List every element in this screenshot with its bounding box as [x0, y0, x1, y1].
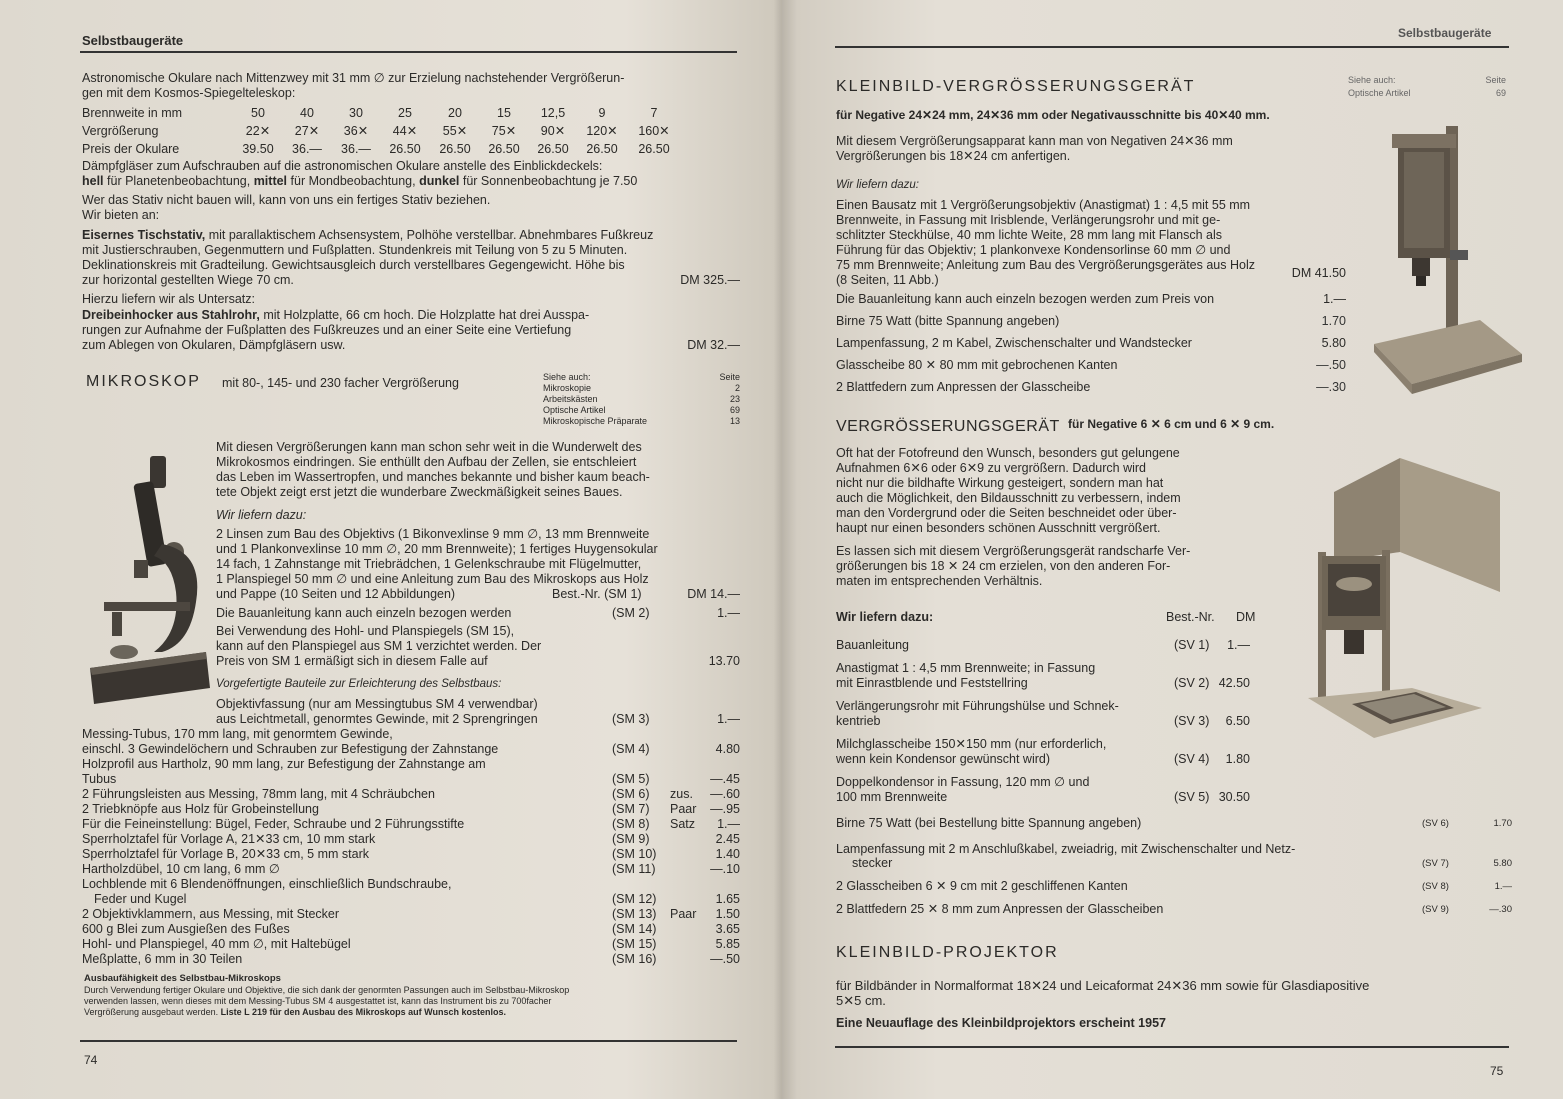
page-number: 74: [84, 1053, 98, 1067]
part-order-number: (SM 9): [612, 832, 650, 846]
bausatz-order-number: Best.-Nr. (SM 1): [552, 587, 642, 601]
part-unit: Paar: [670, 802, 697, 816]
header-rule: [835, 46, 1509, 48]
vg-item-text: Bauanleitung: [836, 638, 909, 652]
vg-paragraph: größerungen bis 18 ✕ 24 cm erzielen, von den anderen For-: [836, 559, 1171, 573]
okulare-cell: 26.50: [439, 142, 471, 156]
part-price: —.45: [710, 772, 740, 786]
kb-item-text: Birne 75 Watt (bitte Spannung angeben): [836, 314, 1060, 328]
vg-item-order-number: (SV 3): [1174, 714, 1210, 728]
siehe-item: Optische Artikel: [1348, 88, 1411, 98]
tischstativ-text: Deklinationskreis mit Gradteilung. Gewichtsausgleich durch verstellbares Gegengewicht. Höhe bis: [82, 258, 625, 272]
vergroesserungsgeraet-title: VERGRÖSSERUNGSGERÄT: [836, 418, 1060, 435]
okulare-cell: 160✕: [638, 124, 670, 138]
part-description: 600 g Blei zum Ausgießen des Fußes: [82, 922, 290, 936]
siehe-item: Optische Artikel: [543, 405, 606, 415]
part-description: Messing-Tubus, 170 mm lang, mit genormtem Gewinde,: [82, 727, 393, 741]
vorgefertigt-label: Vorgefertigte Bauteile zur Erleichterung des Selbstbaus:: [216, 678, 502, 690]
okulare-cell: 36✕: [343, 124, 369, 138]
intro-line: tete Objekt zeigt erst jetzt die wunderbare Zweckmäßigkeit seines Baues.: [216, 485, 623, 499]
vg-item-text: Birne 75 Watt (bei Bestellung bitte Spannung angeben): [836, 816, 1142, 830]
vg-item-price: 1.—: [1227, 638, 1250, 652]
okulare-cell: 12,5: [540, 106, 566, 120]
vg-paragraph: Aufnahmen 6✕6 oder 6✕9 zu vergrößern. Dadurch wird: [836, 461, 1146, 475]
kb-item-price: 1.70: [1321, 314, 1346, 328]
part-description: Hartholzdübel, 10 cm lang, 6 mm ∅: [82, 862, 280, 876]
vg-paragraph: nicht nur die bildhafte Wirkung gesteigert, sondern man hat: [836, 476, 1164, 490]
vg-paragraph: Oft hat der Fotofreund den Wunsch, besonders gut gelungene: [836, 446, 1180, 460]
part-unit: zus.: [670, 787, 693, 801]
vg-item-order-number: (SV 2): [1174, 676, 1210, 690]
okulare-cell: 26.50: [638, 142, 670, 156]
vg-paragraph: Es lassen sich mit diesem Vergrößerungsgerät randscharfe Ver-: [836, 544, 1191, 558]
vg-item-text: wenn kein Kondensor gewünscht wird): [836, 752, 1051, 766]
hocker-text: zum Ablegen von Okularen, Dämpfgläsern usw.: [82, 338, 346, 352]
part-description: einschl. 3 Gewindelöchern und Schrauben zur Befestigung der Zahnstange: [82, 742, 499, 756]
vg-item-price: 6.50: [1225, 714, 1250, 728]
siehe-head-page: Seite: [719, 372, 740, 382]
projektor-neuauflage: Eine Neuauflage des Kleinbildprojektors erscheint 1957: [836, 1016, 1166, 1030]
footnote-line: Vergrößerung ausgebaut werden. Liste L 219 für den Ausbau des Mikroskops auf Wunsch kostenlos.: [84, 1007, 507, 1017]
okulare-cell: 7: [650, 106, 658, 120]
part-description: Feder und Kugel: [94, 892, 187, 906]
vg-paragraph: haupt nur einen besonders schönen Ausschnitt vergrößert.: [836, 521, 1161, 535]
vg-item-order-number: (SV 5): [1174, 790, 1210, 804]
okulare-cell: 120✕: [586, 124, 618, 138]
kb-bausatz-price: DM 41.50: [1291, 266, 1346, 280]
intro-line: das Leben im Wassertropfen, und manches bekannte und bisher kaum beach-: [216, 470, 650, 484]
part-order-number: (SM 4): [612, 742, 650, 756]
part-order-number: (SM 7): [612, 802, 650, 816]
intro-line: Mit diesen Vergrößerungen kann man schon sehr weit in die Wunderwelt des: [216, 440, 642, 454]
part-price: 1.—: [717, 817, 740, 831]
part-description: Tubus: [82, 772, 117, 786]
hocker-text: Dreibeinhocker aus Stahlrohr, mit Holzplatte, 66 cm hoch. Die Holzplatte hat drei Ausspa-: [82, 308, 590, 322]
okulare-row-label: Vergrößerung: [82, 124, 159, 138]
part-description: Objektivfassung (nur am Messingtubus SM 4 verwendbar): [216, 697, 538, 711]
okulare-cell: 26.50: [537, 142, 569, 156]
part-order-number: (SM 6): [612, 787, 650, 801]
okulare-cell: 55✕: [442, 124, 468, 138]
kleinbild-vergroesserung-title: KLEINBILD-VERGRÖSSERUNGSGERÄT: [836, 78, 1196, 95]
okulare-cell: 44✕: [392, 124, 418, 138]
vg-item-order-number: (SV 7): [1422, 858, 1449, 869]
kb-item-price: 5.80: [1321, 336, 1346, 350]
okulare-cell: 26.50: [389, 142, 421, 156]
tischstativ-text: mit Justierschrauben, Gegenmuttern und Fußplatten. Stundenkreis mit Teilung von 5 zu 5 Minuten.: [82, 243, 628, 257]
kb-intro: Mit diesem Vergrößerungsapparat kann man von Negativen 24✕36 mm: [836, 134, 1233, 148]
okulare-cell: 25: [398, 106, 412, 120]
mikroskop-title: MIKROSKOP: [86, 373, 201, 390]
vg-item-text: Milchglasscheibe 150✕150 mm (nur erforderlich,: [836, 737, 1107, 751]
okulare-row-label: Preis der Okulare: [82, 142, 180, 156]
okulare-cell: 75✕: [491, 124, 517, 138]
tischstativ-price: DM 325.—: [680, 273, 740, 287]
okulare-cell: 27✕: [294, 124, 320, 138]
vg-item-text: stecker: [852, 856, 893, 870]
untersatz-intro: Hierzu liefern wir als Untersatz:: [82, 292, 255, 306]
footnote-line: verwenden lassen, wenn dieses mit dem Messing-Tubus SM 4 ausgestattet ist, kann das Instrument bis zu 700facher: [84, 996, 552, 1006]
page-75: [790, 0, 1563, 1099]
part-description: Für die Feineinstellung: Bügel, Feder, Schraube und 2 Führungsstifte: [82, 817, 465, 831]
vg-paragraph: auch die Möglichkeit, den Bildausschnitt zu verbessern, indem: [836, 491, 1181, 505]
okulare-intro-line: Astronomische Okulare nach Mittenzwey mit 31 mm ∅ zur Erzielung nachstehender Vergrößerun-: [82, 71, 625, 85]
vg-item-price: 42.50: [1218, 676, 1250, 690]
hohl-price: 13.70: [708, 654, 740, 668]
part-price: 2.45: [715, 832, 740, 846]
bausatz-price: DM 14.—: [687, 587, 740, 601]
kb-intro: Vergrößerungen bis 18✕24 cm anfertigen.: [836, 149, 1071, 163]
part-unit: Paar: [670, 907, 697, 921]
kb-item-text: Glasscheibe 80 ✕ 80 mm mit gebrochenen Kanten: [836, 358, 1118, 372]
okulare-cell: 15: [497, 106, 511, 120]
part-price: 1.65: [715, 892, 740, 906]
part-price: 1.50: [715, 907, 740, 921]
hohl-text: Bei Verwendung des Hohl- und Planspiegels (SM 15),: [216, 624, 515, 638]
kb-bausatz-line: (8 Seiten, 11 Abb.): [836, 273, 939, 287]
part-price: —.95: [710, 802, 740, 816]
part-order-number: (SM 5): [612, 772, 650, 786]
vg-item-order-number: (SV 6): [1422, 818, 1449, 829]
part-description: Holzprofil aus Hartholz, 90 mm lang, zur Befestigung der Zahnstange am: [82, 757, 486, 771]
tischstativ-text: zur horizontal gestellten Wiege 70 cm.: [82, 273, 294, 287]
kb-wir-liefern: Wir liefern dazu:: [836, 179, 919, 191]
anleitung-order-number: (SM 2): [612, 606, 650, 620]
vg-item-text: 2 Glasscheiben 6 ✕ 9 cm mit 2 geschliffenen Kanten: [836, 879, 1128, 893]
part-order-number: (SM 3): [612, 712, 650, 726]
kb-bausatz-line: Brennweite, in Fassung mit Irisblende, Verlängerungsrohr und mit ge-: [836, 213, 1221, 227]
siehe-item: Arbeitskästen: [543, 394, 598, 404]
hohl-text: Preis von SM 1 ermäßigt sich in diesem Falle auf: [216, 654, 488, 668]
bausatz-line: und Pappe (10 Seiten und 12 Abbildungen): [216, 587, 456, 601]
okulare-cell: 50: [251, 106, 265, 120]
stativ-intro: Wir bieten an:: [82, 208, 160, 222]
part-price: 5.85: [715, 937, 740, 951]
vg-col-order-number: Best.-Nr.: [1166, 610, 1215, 624]
kleinbild-projektor-title: KLEINBILD-PROJEKTOR: [836, 944, 1059, 961]
part-description: 2 Führungsleisten aus Messing, 78mm lang, mit 4 Schräubchen: [82, 787, 435, 801]
vg-item-text: 2 Blattfedern 25 ✕ 8 mm zum Anpressen der Glasscheiben: [836, 902, 1164, 916]
okulare-cell: 30: [349, 106, 363, 120]
okulare-cell: 36.—: [341, 142, 371, 156]
siehe-head-page: Seite: [1485, 75, 1506, 85]
bausatz-line: 14 fach, 1 Zahnstange mit Triebrädchen, 1 Gelenkschraube mit Flügelmutter,: [216, 557, 642, 571]
part-order-number: (SM 10): [612, 847, 657, 861]
vg-subtitle: für Negative 6 ✕ 6 cm und 6 ✕ 9 cm.: [1068, 417, 1275, 431]
okulare-row-label: Brennweite in mm: [82, 106, 183, 120]
kb-item-text: 2 Blattfedern zum Anpressen der Glasscheibe: [836, 380, 1091, 394]
part-description: Meßplatte, 6 mm in 30 Teilen: [82, 952, 243, 966]
siehe-item: Mikroskopische Präparate: [543, 416, 648, 426]
bausatz-line: 1 Planspiegel 50 mm ∅ und eine Anleitung zum Bau des Mikroskops aus Holz: [216, 572, 649, 586]
okulare-cell: 22✕: [245, 124, 271, 138]
hocker-text: rungen zur Aufnahme der Fußplatten des Fußkreuzes und an einer Seite eine Vertiefung: [82, 323, 572, 337]
vg-item-price: 1.80: [1225, 752, 1250, 766]
vg-item-text: Anastigmat 1 : 4,5 mm Brennweite; in Fassung: [836, 661, 1096, 675]
stativ-intro: Wer das Stativ nicht bauen will, kann von uns ein fertiges Stativ beziehen.: [82, 193, 491, 207]
wir-liefern-label: Wir liefern dazu:: [216, 508, 307, 522]
okulare-cell: 20: [448, 106, 462, 120]
microscope-illustration: [84, 452, 212, 706]
part-description: Sperrholztafel für Vorlage A, 21✕33 cm, 10 mm stark: [82, 832, 376, 846]
part-order-number: (SM 13): [612, 907, 657, 921]
tischstativ-text: Eisernes Tischstativ, mit parallaktischem Achsensystem, Polhöhe verstellbar. Abnehmbares Fußkreuz: [82, 228, 654, 242]
okulare-cell: 26.50: [586, 142, 618, 156]
siehe-item-page: 69: [729, 405, 740, 415]
kb-item-text: Lampenfassung, 2 m Kabel, Zwischenschalter und Wandstecker: [836, 336, 1192, 350]
part-price: 4.80: [715, 742, 740, 756]
footnote-title: Ausbaufähigkeit des Selbstbau-Mikroskops: [84, 973, 281, 984]
part-description: Hohl- und Planspiegel, 40 mm ∅, mit Haltebügel: [82, 937, 351, 951]
okulare-cell: 9: [598, 106, 606, 120]
part-price: —.60: [710, 787, 740, 801]
vg-item-text: mit Einrastblende und Feststellring: [836, 676, 1028, 690]
part-order-number: (SM 16): [612, 952, 657, 966]
vg-item-text: 100 mm Brennweite: [836, 790, 948, 804]
header-rule: [80, 51, 737, 53]
vg-item-text: kentrieb: [836, 714, 881, 728]
vg-item-text: Lampenfassung mit 2 m Anschlußkabel, zweiadrig, mit Zwischenschalter und Netz-: [836, 842, 1296, 856]
daempf-text: Dämpfgläser zum Aufschrauben auf die astronomischen Okulare anstelle des Einblickdeckels:: [82, 159, 603, 173]
anleitung-price: 1.—: [717, 606, 740, 620]
part-price: 1.—: [717, 712, 740, 726]
vg-item-order-number: (SV 9): [1422, 904, 1449, 915]
running-header: Selbstbaugeräte: [82, 33, 184, 48]
projektor-text: 5✕5 cm.: [836, 993, 886, 1008]
vg-item-price: 1.70: [1493, 818, 1512, 829]
anleitung-text: Die Bauanleitung kann auch einzeln bezogen werden: [216, 606, 512, 620]
part-price: 3.65: [715, 922, 740, 936]
part-description: Sperrholztafel für Vorlage B, 20✕33 cm, 5 mm stark: [82, 847, 369, 861]
siehe-head: Siehe auch:: [543, 372, 591, 382]
okulare-cell: 36.—: [292, 142, 322, 156]
footer-rule: [80, 1040, 737, 1042]
part-description: 2 Objektivklammern, aus Messing, mit Stecker: [82, 907, 340, 921]
siehe-item: Mikroskopie: [543, 383, 592, 393]
kb-subtitle: für Negative 24✕24 mm, 24✕36 mm oder Negativausschnitte bis 40✕40 mm.: [836, 108, 1270, 122]
part-description: 2 Triebknöpfe aus Holz für Grobeinstellung: [82, 802, 319, 816]
part-unit: Satz: [670, 817, 696, 831]
vg-item-price: —.30: [1489, 904, 1512, 915]
vg-paragraph: maten im entsprechenden Verhältnis.: [836, 574, 1043, 588]
part-price: —.50: [710, 952, 740, 966]
vg-item-order-number: (SV 1): [1174, 638, 1210, 652]
kb-item-text: Die Bauanleitung kann auch einzeln bezogen werden zum Preis von: [836, 292, 1215, 306]
vg-item-price: 30.50: [1218, 790, 1250, 804]
vg-item-order-number: (SV 8): [1422, 881, 1449, 892]
intro-line: Mikrokosmos eindringen. Sie enthüllt den Aufbau der Zellen, sie entschleiert: [216, 455, 637, 469]
part-price: 1.40: [715, 847, 740, 861]
footnote-line: Durch Verwendung fertiger Okulare und Objektive, die sich dank der genormten Passungen auch im Selbstbau-Mikroskop: [84, 985, 570, 995]
kleinbild-enlarger-illustration: [1368, 122, 1524, 400]
siehe-item-page: 2: [734, 383, 740, 393]
okulare-cell: 39.50: [242, 142, 274, 156]
part-description: Lochblende mit 6 Blendenöffnungen, einschließlich Bundschraube,: [82, 877, 452, 891]
kb-item-price: 1.—: [1323, 292, 1346, 306]
part-order-number: (SM 8): [612, 817, 650, 831]
page-number: 75: [1490, 1064, 1504, 1078]
kb-bausatz-line: Einen Bausatz mit 1 Vergrößerungsobjektiv (Anastigmat) 1 : 4,5 mit 55 mm: [836, 198, 1251, 212]
kb-bausatz-line: 75 mm Brennweite; Anleitung zum Bau des Vergrößerungsgerätes aus Holz: [836, 258, 1255, 272]
kb-bausatz-line: Führung für das Objektiv; 1 plankonvexe Kondensorlinse 60 mm ∅ und: [836, 243, 1231, 257]
hohl-text: kann auf den Planspiegel aus SM 1 verzichtet werden. Der: [216, 639, 542, 653]
vg-item-text: Doppelkondensor in Fassung, 120 mm ∅ und: [836, 775, 1090, 789]
vg-item-price: 5.80: [1493, 858, 1512, 869]
siehe-head: Siehe auch:: [1348, 75, 1396, 85]
hocker-price: DM 32.—: [687, 338, 740, 352]
kb-item-price: —.50: [1316, 358, 1346, 372]
part-order-number: (SM 12): [612, 892, 657, 906]
footer-rule: [835, 1046, 1509, 1048]
okulare-cell: 26.50: [488, 142, 520, 156]
projektor-text: für Bildbänder in Normalformat 18✕24 und Leicaformat 24✕36 mm sowie für Glasdiapositive: [836, 978, 1370, 993]
vergroesserungsgeraet-illustration: [1304, 452, 1504, 742]
vg-item-text: Verlängerungsrohr mit Führungshülse und Schnek-: [836, 699, 1119, 713]
vg-item-order-number: (SV 4): [1174, 752, 1210, 766]
part-order-number: (SM 15): [612, 937, 657, 951]
daempf-text: hell für Planetenbeobachtung, mittel für Mondbeobachtung, dunkel für Sonnenbeobachtung je 7.50: [82, 174, 638, 188]
mikroskop-subtitle: mit 80-, 145- und 230 facher Vergrößerung: [222, 376, 459, 390]
bausatz-line: 2 Linsen zum Bau des Objektivs (1 Bikonvexlinse 9 mm ∅, 13 mm Brennweite: [216, 527, 650, 541]
kb-item-price: —.30: [1316, 380, 1346, 394]
part-price: —.10: [710, 862, 740, 876]
kb-bausatz-line: schlitzter Steckhülse, 40 mm lichte Weite, 28 mm lang mit Flansch als: [836, 228, 1223, 242]
part-order-number: (SM 11): [612, 862, 656, 876]
siehe-item-page: 69: [1495, 88, 1506, 98]
okulare-intro-line: gen mit dem Kosmos-Spiegelteleskop:: [82, 86, 296, 100]
page-74: [0, 0, 775, 1099]
vg-wir-liefern: Wir liefern dazu:: [836, 610, 934, 624]
part-order-number: (SM 14): [612, 922, 657, 936]
bausatz-line: und 1 Plankonvexlinse 10 mm ∅, 20 mm Brennweite); 1 fertiges Huygensokular: [216, 542, 658, 556]
okulare-cell: 90✕: [540, 124, 566, 138]
running-header: Selbstbaugeräte: [1398, 26, 1492, 40]
vg-item-price: 1.—: [1494, 881, 1512, 892]
vg-paragraph: man den Vordergrund oder die Seiten beschneidet oder über-: [836, 506, 1177, 520]
part-description: aus Leichtmetall, genormtes Gewinde, mit 2 Sprengringen: [216, 712, 538, 726]
siehe-item-page: 23: [729, 394, 740, 404]
siehe-item-page: 13: [729, 416, 740, 426]
vg-col-dm: DM: [1236, 610, 1256, 624]
okulare-cell: 40: [300, 106, 314, 120]
